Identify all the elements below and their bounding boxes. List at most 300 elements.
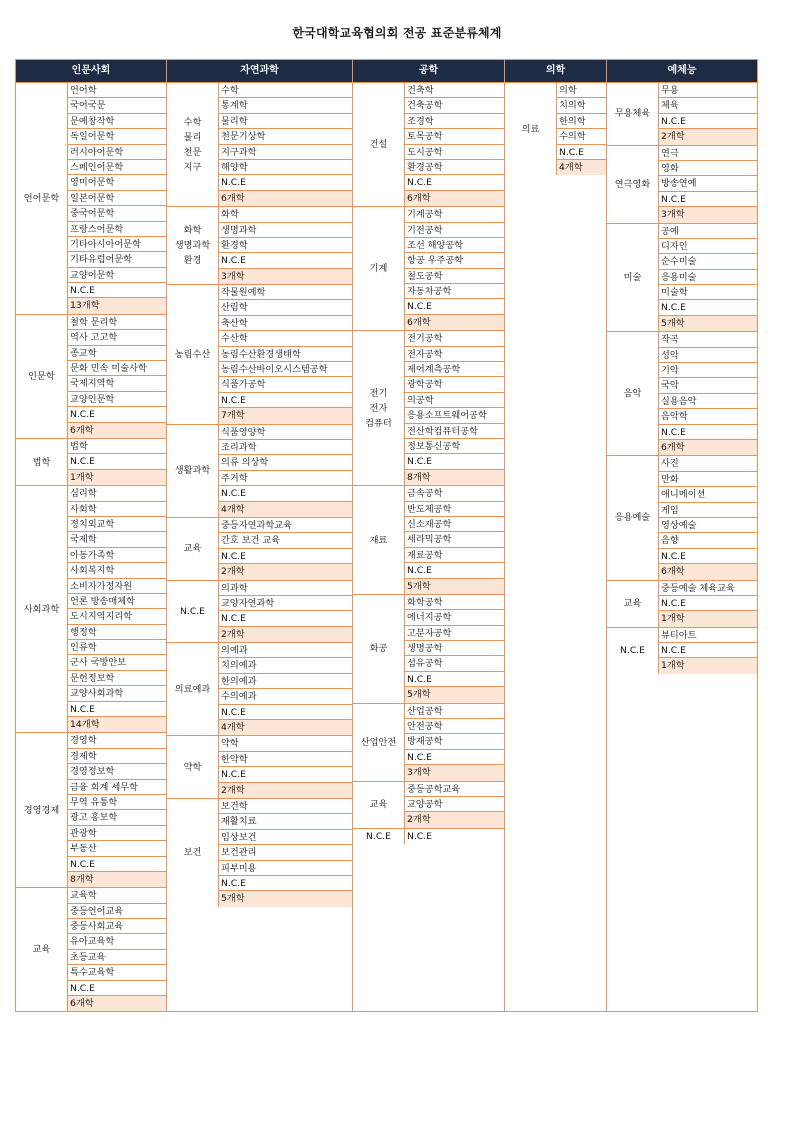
- major-group: [16, 315, 166, 439]
- major-cell: N.C.E: [407, 830, 432, 842]
- major-cell: N.C.E: [659, 300, 757, 315]
- major-cell: 임상보건: [219, 830, 352, 845]
- major-cell: 신소재공학: [405, 517, 504, 532]
- subtotal-cell: 2개학: [219, 564, 352, 579]
- major-group: [353, 782, 504, 829]
- major-cell: 의공학: [405, 393, 504, 408]
- major-group: [353, 83, 504, 207]
- major-cell: 응용소프트웨어공학: [405, 408, 504, 423]
- major-cell: 재활치료: [219, 814, 352, 829]
- group-label: 무용체육: [607, 83, 659, 145]
- subtotal-cell: 8개학: [68, 872, 166, 887]
- major-cell: 정치외교학: [68, 517, 166, 532]
- major-cell: N.C.E: [405, 672, 504, 687]
- subtotal-cell: 6개학: [405, 315, 504, 330]
- major-cell: 한의학: [557, 114, 606, 129]
- group-label: 생활과학: [167, 425, 219, 517]
- major-cell: 산림학: [219, 300, 352, 315]
- major-cell: 공예: [659, 224, 757, 239]
- major-cell: 특수교육학: [68, 965, 166, 980]
- major-cell: N.C.E: [405, 299, 504, 314]
- major-cell: N.C.E: [405, 563, 504, 578]
- major-cell: 경영정보학: [68, 764, 166, 779]
- group-label: 화공: [353, 595, 405, 703]
- subtotal-cell: 6개학: [68, 423, 166, 438]
- group-items: [219, 285, 352, 424]
- major-cell: N.C.E: [68, 981, 166, 996]
- group-items: [68, 733, 166, 887]
- major-group: [167, 581, 352, 644]
- major-cell: 교양사회과학: [68, 686, 166, 701]
- major-cell: N.C.E: [659, 114, 757, 129]
- major-cell: 전기공학: [405, 331, 504, 346]
- major-cell: 항공 우주공학: [405, 253, 504, 268]
- major-cell: 작곡: [659, 332, 757, 347]
- major-cell: 에너지공학: [405, 610, 504, 625]
- major-group: [353, 486, 504, 595]
- major-cell: 간호 보건 교육: [219, 533, 352, 548]
- category-column: [606, 59, 758, 1012]
- major-cell: 일본어문학: [68, 191, 166, 206]
- group-label: 응용예술: [607, 456, 659, 579]
- group-items: [68, 83, 166, 314]
- major-cell: N.C.E: [659, 549, 757, 564]
- major-cell: 성악: [659, 348, 757, 363]
- major-cell: 축산학: [219, 316, 352, 331]
- major-cell: N.C.E: [219, 175, 352, 190]
- major-cell: 중등자연과학교육: [219, 518, 352, 533]
- major-cell: 기전공학: [405, 223, 504, 238]
- major-cell: 산업공학: [405, 704, 504, 719]
- major-cell: 피부미용: [219, 861, 352, 876]
- major-cell: 법학: [68, 439, 166, 454]
- major-cell: N.C.E: [219, 705, 352, 720]
- major-group: [16, 486, 166, 733]
- major-group: [607, 628, 757, 674]
- column-header: 자연과학: [167, 60, 352, 83]
- group-items: [68, 315, 166, 438]
- major-group: [607, 456, 757, 580]
- group-label: 재료: [353, 486, 405, 594]
- major-cell: 연극: [659, 146, 757, 161]
- major-cell: 사회학: [68, 502, 166, 517]
- major-cell: 도시지역지리학: [68, 609, 166, 624]
- group-label: 전기 전자 컴퓨터: [353, 331, 405, 485]
- group-label: 사회과학: [16, 486, 68, 732]
- major-cell: 영상예술: [659, 518, 757, 533]
- major-cell: 보건학: [219, 799, 352, 814]
- major-cell: 광학공학: [405, 377, 504, 392]
- major-group: [607, 581, 757, 628]
- major-cell: 사진: [659, 456, 757, 471]
- major-cell: N.C.E: [405, 175, 504, 190]
- major-cell: 언론 방송매체학: [68, 594, 166, 609]
- group-items: [659, 628, 757, 674]
- group-items: [219, 518, 352, 580]
- major-cell: 순수미술: [659, 254, 757, 269]
- group-label: 교육: [16, 888, 68, 1011]
- major-cell: N.C.E: [219, 611, 352, 626]
- major-cell: 금속공학: [405, 486, 504, 501]
- group-label: 인문학: [16, 315, 68, 438]
- subtotal-cell: 8개학: [405, 470, 504, 485]
- major-cell: 의학: [557, 83, 606, 98]
- major-cell: N.C.E: [659, 425, 757, 440]
- major-cell: 기타아시아어문학: [68, 237, 166, 252]
- group-items: [557, 83, 606, 175]
- major-group: [167, 207, 352, 285]
- subtotal-cell: 5개학: [405, 687, 504, 702]
- major-cell: 건축학: [405, 83, 504, 98]
- major-cell: 조경학: [405, 114, 504, 129]
- major-cell: 농림수산바이오시스템공학: [219, 362, 352, 377]
- major-cell: 기계공학: [405, 207, 504, 222]
- major-cell: 디자인: [659, 239, 757, 254]
- major-cell: 유아교육학: [68, 934, 166, 949]
- major-group: [167, 285, 352, 425]
- major-cell: 섬유공학: [405, 656, 504, 671]
- category-column: [166, 59, 353, 1012]
- major-cell: 지구과학: [219, 145, 352, 160]
- subtotal-cell: 2개학: [405, 812, 504, 827]
- subtotal-cell: 3개학: [659, 207, 757, 222]
- group-items: [68, 439, 166, 485]
- major-cell: N.C.E: [659, 643, 757, 658]
- major-cell: 재료공학: [405, 548, 504, 563]
- major-cell: 세라믹공학: [405, 532, 504, 547]
- major-cell: 수학: [219, 83, 352, 98]
- major-group: [505, 83, 606, 175]
- major-cell: 프랑스어문학: [68, 222, 166, 237]
- subtotal-cell: 4개학: [219, 502, 352, 517]
- subtotal-cell: 4개학: [557, 160, 606, 175]
- subtotal-cell: 6개학: [219, 191, 352, 206]
- major-cell: 한의예과: [219, 674, 352, 689]
- group-label: 수학 물리 천문 지구: [167, 83, 219, 206]
- major-group: [167, 518, 352, 581]
- major-cell: 관광학: [68, 826, 166, 841]
- major-cell: 금융 회계 세무학: [68, 780, 166, 795]
- major-cell: 환경학: [219, 238, 352, 253]
- group-items: [405, 207, 504, 330]
- major-cell: 건축공학: [405, 98, 504, 113]
- major-cell: 국제학: [68, 532, 166, 547]
- major-cell: N.C.E: [68, 454, 166, 469]
- column-header: 의학: [505, 60, 606, 83]
- major-cell: 물리학: [219, 114, 352, 129]
- major-cell: N.C.E: [68, 857, 166, 872]
- group-items: [219, 736, 352, 798]
- page-title: 한국대학교육협의회 전공 표준분류체계: [292, 26, 502, 40]
- major-group: [167, 736, 352, 799]
- group-label: 언어문학: [16, 83, 68, 314]
- group-label: 경영경제: [16, 733, 68, 887]
- major-cell: 중등사회교육: [68, 919, 166, 934]
- major-cell: 수의예과: [219, 689, 352, 704]
- major-group: [607, 332, 757, 456]
- group-items: [659, 224, 757, 332]
- group-label: N.C.E: [167, 581, 219, 643]
- group-items: [659, 581, 757, 627]
- major-group: [167, 83, 352, 207]
- group-items: [405, 83, 504, 206]
- major-cell: 중등공학교육: [405, 782, 504, 797]
- major-cell: 식품가공학: [219, 377, 352, 392]
- major-cell: 기악: [659, 363, 757, 378]
- column-header: 예체능: [607, 60, 757, 83]
- major-cell: 약학: [219, 736, 352, 751]
- subtotal-cell: 6개학: [659, 440, 757, 455]
- major-cell: 식품영양학: [219, 425, 352, 440]
- group-items: [219, 425, 352, 517]
- major-cell: 자동차공학: [405, 284, 504, 299]
- major-cell: 화학공학: [405, 595, 504, 610]
- major-cell: 교육학: [68, 888, 166, 903]
- group-label: 기계: [353, 207, 405, 330]
- major-cell: 아동가족학: [68, 548, 166, 563]
- major-cell: 천문기상학: [219, 129, 352, 144]
- major-cell: 통계학: [219, 98, 352, 113]
- major-cell: 미술학: [659, 285, 757, 300]
- major-group: [16, 439, 166, 486]
- subtotal-cell: 1개학: [659, 611, 757, 626]
- major-cell: N.C.E: [68, 407, 166, 422]
- major-cell: 부동산: [68, 841, 166, 856]
- major-cell: 경영학: [68, 733, 166, 748]
- major-cell: 도시공학: [405, 145, 504, 160]
- group-items: [219, 83, 352, 206]
- major-cell: 조리과학: [219, 440, 352, 455]
- major-cell: 광고 홍보학: [68, 810, 166, 825]
- major-cell: 무역 유통학: [68, 795, 166, 810]
- major-cell: 뷰티아트: [659, 628, 757, 643]
- group-label: 교육: [607, 581, 659, 627]
- major-cell: 역사 고고학: [68, 330, 166, 345]
- major-cell: 인류학: [68, 640, 166, 655]
- major-cell: 치의학: [557, 98, 606, 113]
- major-cell: 종교학: [68, 346, 166, 361]
- major-cell: 한약학: [219, 752, 352, 767]
- major-cell: 생명과학: [219, 223, 352, 238]
- major-cell: 제어계측공학: [405, 362, 504, 377]
- major-cell: 무용: [659, 83, 757, 98]
- subtotal-cell: 2개학: [659, 129, 757, 144]
- major-cell: 러시아어문학: [68, 145, 166, 160]
- major-cell: 작물원예학: [219, 285, 352, 300]
- group-items: [405, 486, 504, 594]
- major-cell: 중등언어교육: [68, 904, 166, 919]
- major-cell: 게임: [659, 503, 757, 518]
- subtotal-cell: 6개학: [659, 564, 757, 579]
- subtotal-cell: 6개학: [68, 996, 166, 1011]
- group-label: 미술: [607, 224, 659, 332]
- major-cell: 독일어문학: [68, 129, 166, 144]
- major-cell: 전자공학: [405, 347, 504, 362]
- subtotal-cell: 5개학: [659, 316, 757, 331]
- major-cell: 문헌정보학: [68, 671, 166, 686]
- major-cell: 토목공학: [405, 129, 504, 144]
- major-cell: 체육: [659, 98, 757, 113]
- group-items: [659, 83, 757, 145]
- major-cell: 초등교육: [68, 950, 166, 965]
- major-cell: 문예창작학: [68, 114, 166, 129]
- group-items: [659, 332, 757, 455]
- group-items: [68, 888, 166, 1011]
- major-cell: N.C.E: [557, 145, 606, 160]
- major-cell: 교양인문학: [68, 392, 166, 407]
- major-group: [167, 425, 352, 518]
- subtotal-cell: 7개학: [219, 408, 352, 423]
- major-cell: 교양자연과학: [219, 596, 352, 611]
- group-items: [405, 704, 504, 781]
- group-label: 약학: [167, 736, 219, 798]
- major-cell: 교양공학: [405, 797, 504, 812]
- major-cell: 국어국문: [68, 98, 166, 113]
- group-items: [405, 829, 504, 844]
- major-group: [16, 83, 166, 315]
- major-cell: 행정학: [68, 625, 166, 640]
- group-label: 농림수산: [167, 285, 219, 424]
- group-label: N.C.E: [607, 628, 659, 674]
- major-cell: 철학 문리학: [68, 315, 166, 330]
- category-column: [15, 59, 167, 1012]
- major-cell: 철도공학: [405, 269, 504, 284]
- group-items: [219, 581, 352, 643]
- group-label: 교육: [167, 518, 219, 580]
- group-items: [219, 799, 352, 907]
- subtotal-cell: 1개학: [68, 470, 166, 485]
- major-group: [353, 331, 504, 486]
- major-cell: N.C.E: [659, 192, 757, 207]
- major-cell: 농림수산환경생태학: [219, 347, 352, 362]
- major-cell: 고분자공학: [405, 626, 504, 641]
- major-cell: N.C.E: [219, 767, 352, 782]
- major-cell: 전산학컴퓨터공학: [405, 424, 504, 439]
- major-group: [353, 704, 504, 782]
- group-label: 화학 생명과학 환경: [167, 207, 219, 284]
- major-group: [353, 207, 504, 331]
- subtotal-cell: 6개학: [405, 191, 504, 206]
- group-label: 음악: [607, 332, 659, 455]
- major-cell: 방재공학: [405, 734, 504, 749]
- major-cell: N.C.E: [68, 702, 166, 717]
- major-cell: N.C.E: [405, 454, 504, 469]
- major-cell: 생명공학: [405, 641, 504, 656]
- major-cell: 영화: [659, 161, 757, 176]
- group-label: 교육: [353, 782, 405, 828]
- major-cell: 실용음악: [659, 394, 757, 409]
- group-items: [405, 782, 504, 828]
- subtotal-cell: 3개학: [219, 269, 352, 284]
- major-group: [167, 643, 352, 736]
- major-cell: 영미어문학: [68, 175, 166, 190]
- group-items: [659, 456, 757, 579]
- group-items: [659, 146, 757, 223]
- major-cell: 수산학: [219, 331, 352, 346]
- major-cell: 화학: [219, 207, 352, 222]
- major-group: [167, 799, 352, 907]
- major-cell: N.C.E: [219, 393, 352, 408]
- group-label: N.C.E: [353, 829, 405, 844]
- major-group: [353, 829, 504, 844]
- major-cell: 해양학: [219, 160, 352, 175]
- subtotal-cell: 1개학: [659, 658, 757, 673]
- major-cell: 보건관리: [219, 845, 352, 860]
- major-cell: 중등예술 체육교육: [659, 581, 757, 596]
- major-cell: N.C.E: [68, 283, 166, 298]
- major-cell: 소비자가정자원: [68, 579, 166, 594]
- major-cell: 사회복지학: [68, 563, 166, 578]
- major-cell: 음향: [659, 533, 757, 548]
- major-cell: 환경공학: [405, 160, 504, 175]
- major-cell: 의류 의상학: [219, 455, 352, 470]
- subtotal-cell: 13개학: [68, 298, 166, 313]
- major-cell: 의예과: [219, 643, 352, 658]
- group-label: 건설: [353, 83, 405, 206]
- major-cell: 주거학: [219, 471, 352, 486]
- group-label: 산업안전: [353, 704, 405, 781]
- major-group: [607, 224, 757, 333]
- group-label: 의료: [505, 83, 557, 175]
- major-cell: 반도체공학: [405, 502, 504, 517]
- major-cell: 문화 민속 미술사학: [68, 361, 166, 376]
- major-cell: 심리학: [68, 486, 166, 501]
- subtotal-cell: 2개학: [219, 627, 352, 642]
- major-cell: 의과학: [219, 581, 352, 596]
- group-items: [405, 331, 504, 485]
- subtotal-cell: 5개학: [219, 891, 352, 906]
- major-cell: N.C.E: [219, 253, 352, 268]
- group-items: [219, 207, 352, 284]
- major-cell: 조선 해양공학: [405, 238, 504, 253]
- subtotal-cell: 3개학: [405, 765, 504, 780]
- major-cell: 스페인어문학: [68, 160, 166, 175]
- major-cell: 기타유럽어문학: [68, 252, 166, 267]
- group-label: 의료예과: [167, 643, 219, 735]
- subtotal-cell: 4개학: [219, 720, 352, 735]
- group-label: 법학: [16, 439, 68, 485]
- major-group: [16, 733, 166, 888]
- major-group: [16, 888, 166, 1011]
- group-items: [219, 643, 352, 735]
- subtotal-cell: 5개학: [405, 579, 504, 594]
- major-group: [353, 595, 504, 704]
- major-cell: N.C.E: [405, 750, 504, 765]
- major-cell: 군사 국방안보: [68, 655, 166, 670]
- major-cell: 수의학: [557, 129, 606, 144]
- major-cell: 국악: [659, 378, 757, 393]
- group-items: [405, 595, 504, 703]
- column-header: 인문사회: [16, 60, 166, 83]
- major-cell: 방송연예: [659, 176, 757, 191]
- major-cell: N.C.E: [219, 549, 352, 564]
- major-cell: 안전공학: [405, 719, 504, 734]
- major-cell: 언어학: [68, 83, 166, 98]
- group-label: 보건: [167, 799, 219, 907]
- category-column: [352, 59, 505, 1012]
- major-cell: 교양어문학: [68, 268, 166, 283]
- major-cell: N.C.E: [219, 486, 352, 501]
- category-column: [504, 59, 607, 1012]
- major-cell: N.C.E: [659, 596, 757, 611]
- major-group: [607, 146, 757, 224]
- major-cell: 경제학: [68, 749, 166, 764]
- major-cell: 치의예과: [219, 658, 352, 673]
- major-cell: 정보통신공학: [405, 439, 504, 454]
- major-group: [607, 83, 757, 146]
- group-label: 연극영화: [607, 146, 659, 223]
- column-header: 공학: [353, 60, 504, 83]
